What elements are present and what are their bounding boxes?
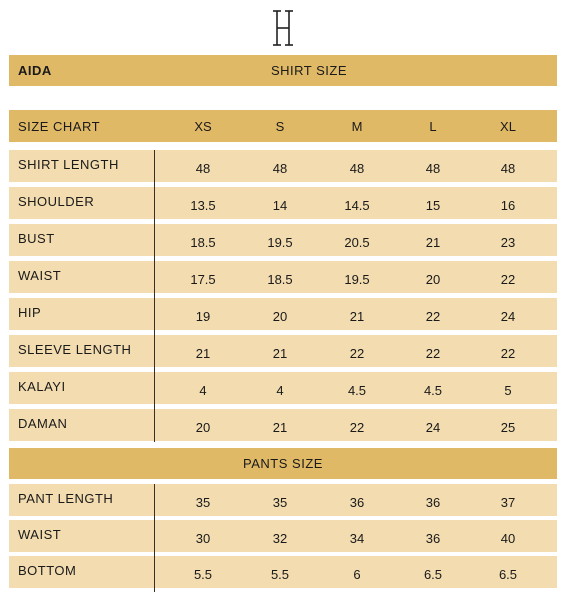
size-header-bar [9,110,557,142]
row-label: KALAYI [18,378,66,394]
size-value-cell: 37 [500,494,516,510]
size-value-cell: 21 [272,345,288,361]
size-value-cell: 21 [272,419,288,435]
size-value-cell: 16 [500,197,516,213]
size-value-cell: 5.5 [270,566,290,582]
table-row [9,298,557,330]
size-chart-label: SIZE CHART [18,118,101,134]
size-value-cell: 24 [500,308,516,324]
size-value-cell: 18.5 [267,271,293,287]
size-value-cell: 48 [195,160,211,176]
size-value-cell: 32 [272,530,288,546]
size-value-cell: 48 [272,160,288,176]
size-value-cell: 4 [276,382,284,398]
size-value-cell: 19.5 [344,271,370,287]
size-value-cell: 4 [199,382,207,398]
size-header-m: M [351,118,363,134]
size-value-cell: 14 [272,197,288,213]
size-value-cell: 48 [425,160,441,176]
size-value-cell: 35 [195,494,211,510]
size-value-cell: 4.5 [347,382,367,398]
size-value-cell: 6 [353,566,361,582]
size-value-cell: 4.5 [423,382,443,398]
size-value-cell: 20 [425,271,441,287]
size-value-cell: 20 [272,308,288,324]
row-label: WAIST [18,267,62,283]
brand-name: AIDA [18,63,52,78]
size-value-cell: 40 [500,530,516,546]
table-row [9,224,557,256]
size-value-cell: 35 [272,494,288,510]
size-value-cell: 22 [500,271,516,287]
size-value-cell: 5 [504,382,512,398]
size-value-cell: 36 [349,494,365,510]
row-label: BOTTOM [18,562,77,578]
size-value-cell: 21 [425,234,441,250]
size-value-cell: 36 [425,530,441,546]
pants-size-title: PANTS SIZE [243,456,323,471]
title-bar [9,55,557,86]
row-label: SHOULDER [18,193,95,209]
size-value-cell: 13.5 [190,197,216,213]
size-header-s: S [275,118,285,134]
table-row [9,484,557,516]
table-row [9,187,557,219]
row-label: BUST [18,230,55,246]
size-value-cell: 21 [349,308,365,324]
row-label: DAMAN [18,415,68,431]
row-label: HIP [18,304,42,320]
size-value-cell: 24 [425,419,441,435]
size-value-cell: 18.5 [190,234,216,250]
size-value-cell: 30 [195,530,211,546]
size-value-cell: 6.5 [423,566,443,582]
size-value-cell: 5.5 [193,566,213,582]
table-row [9,372,557,404]
table-row [9,409,557,441]
size-header-l: L [429,118,437,134]
size-value-cell: 48 [349,160,365,176]
table-row [9,556,557,588]
table-row [9,335,557,367]
size-header-xl: XL [500,118,516,134]
size-value-cell: 22 [349,419,365,435]
shirt-table-divider [154,150,155,442]
size-value-cell: 19 [195,308,211,324]
row-label: WAIST [18,526,62,542]
size-value-cell: 19.5 [267,234,293,250]
pants-title-bar [9,448,557,479]
size-value-cell: 25 [500,419,516,435]
size-value-cell: 21 [195,345,211,361]
row-label: SHIRT LENGTH [18,156,119,172]
row-label: SLEEVE LENGTH [18,341,132,357]
shirt-size-title: SHIRT SIZE [270,63,348,78]
size-value-cell: 6.5 [498,566,518,582]
size-value-cell: 20.5 [344,234,370,250]
size-value-cell: 20 [195,419,211,435]
h-monogram-icon [270,8,296,48]
pants-table-divider [154,484,155,592]
size-value-cell: 48 [500,160,516,176]
size-value-cell: 22 [425,345,441,361]
size-value-cell: 22 [425,308,441,324]
table-row [9,261,557,293]
table-row [9,150,557,182]
table-row [9,520,557,552]
size-value-cell: 22 [349,345,365,361]
size-value-cell: 17.5 [190,271,216,287]
row-label: PANT LENGTH [18,490,114,506]
size-value-cell: 22 [500,345,516,361]
size-header-xs: XS [194,118,212,134]
size-value-cell: 14.5 [344,197,370,213]
size-value-cell: 15 [425,197,441,213]
size-value-cell: 36 [425,494,441,510]
size-value-cell: 23 [500,234,516,250]
size-value-cell: 34 [349,530,365,546]
